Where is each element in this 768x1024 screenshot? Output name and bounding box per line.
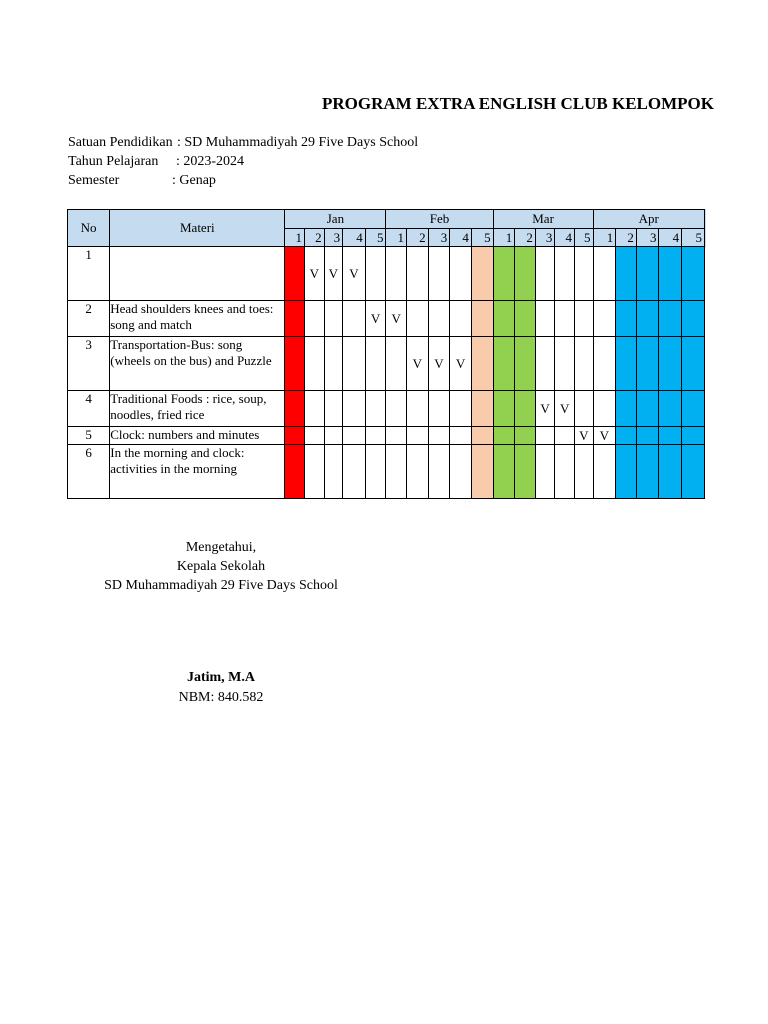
- week-cell: [555, 301, 575, 337]
- week-cell: [574, 391, 593, 427]
- info-label: Satuan Pendidikan: [68, 135, 173, 150]
- header-month-mar: Mar: [493, 210, 593, 229]
- week-cell: [386, 445, 407, 499]
- week-cell: [574, 301, 593, 337]
- week-cell: [285, 247, 305, 301]
- row-number: 5: [68, 427, 110, 445]
- week-header: 1: [593, 229, 616, 247]
- week-cell: [304, 427, 324, 445]
- week-cell: [616, 391, 637, 427]
- week-cell: [616, 445, 637, 499]
- week-cell: [386, 427, 407, 445]
- info-label: Semester: [68, 173, 120, 188]
- week-cell: [636, 391, 659, 427]
- week-header: 4: [659, 229, 682, 247]
- week-cell: [428, 445, 450, 499]
- info-value: : 2023-2024: [176, 154, 245, 169]
- week-cell: [450, 391, 472, 427]
- week-cell: V: [555, 391, 575, 427]
- week-cell: [428, 427, 450, 445]
- week-cell: [304, 445, 324, 499]
- week-cell: [324, 337, 343, 391]
- week-header: 2: [407, 229, 429, 247]
- row-number: 6: [68, 445, 110, 499]
- week-cell: [471, 427, 493, 445]
- info-row-year: [68, 154, 245, 170]
- week-cell: [593, 445, 616, 499]
- week-cell: [285, 301, 305, 337]
- schedule-table: [67, 209, 705, 499]
- week-cell: [682, 427, 705, 445]
- info-value: : SD Muhammadiyah 29 Five Days School: [177, 135, 419, 150]
- week-cell: [593, 391, 616, 427]
- table-row: [68, 301, 705, 337]
- row-number: 2: [68, 301, 110, 337]
- page-title: PROGRAM EXTRA ENGLISH CLUB KELOMPOK: [322, 94, 714, 113]
- week-cell: [555, 445, 575, 499]
- week-cell: [555, 337, 575, 391]
- week-cell: [659, 301, 682, 337]
- week-cell: [471, 337, 493, 391]
- week-header: 1: [386, 229, 407, 247]
- week-cell: [471, 301, 493, 337]
- week-header: 5: [471, 229, 493, 247]
- week-header: 1: [493, 229, 515, 247]
- week-cell: V: [593, 427, 616, 445]
- signature-school: SD Muhammadiyah 29 Five Days School: [104, 578, 338, 593]
- week-header: 3: [535, 229, 555, 247]
- week-cell: V: [574, 427, 593, 445]
- week-cell: [343, 445, 366, 499]
- week-cell: [515, 337, 536, 391]
- info-row-semester: [68, 173, 216, 189]
- week-cell: [304, 337, 324, 391]
- row-materi: In the morning and clock: activities in the morning: [110, 445, 285, 499]
- week-cell: [285, 427, 305, 445]
- week-cell: [493, 337, 515, 391]
- header-month-jan: Jan: [285, 210, 386, 229]
- row-materi: Clock: numbers and minutes: [110, 427, 285, 445]
- week-header: 3: [428, 229, 450, 247]
- week-cell: [636, 427, 659, 445]
- week-header: 2: [515, 229, 536, 247]
- week-cell: [535, 247, 555, 301]
- week-header: 4: [450, 229, 472, 247]
- week-cell: [428, 247, 450, 301]
- header-month-apr: Apr: [593, 210, 704, 229]
- week-header: 3: [324, 229, 343, 247]
- week-cell: [493, 301, 515, 337]
- week-header: 5: [574, 229, 593, 247]
- week-header: 4: [343, 229, 366, 247]
- week-cell: [535, 427, 555, 445]
- signature-role: Kepala Sekolah: [176, 559, 266, 574]
- week-cell: [515, 427, 536, 445]
- week-cell: [365, 337, 386, 391]
- table-row: [68, 445, 705, 499]
- table-row: [68, 247, 705, 301]
- week-cell: [555, 427, 575, 445]
- week-header: 5: [682, 229, 705, 247]
- week-cell: [285, 391, 305, 427]
- week-cell: [493, 445, 515, 499]
- week-cell: [343, 427, 366, 445]
- week-cell: V: [365, 301, 386, 337]
- week-cell: [365, 427, 386, 445]
- row-materi: Transportation-Bus: song (wheels on the bus) and Puzzle: [110, 337, 285, 391]
- week-cell: [555, 247, 575, 301]
- schedule-table-wrapper: [67, 209, 702, 501]
- week-cell: V: [407, 337, 429, 391]
- row-materi: Traditional Foods : rice, soup, noodles, fried rice: [110, 391, 285, 427]
- info-row-school: [68, 135, 419, 151]
- week-cell: [593, 247, 616, 301]
- week-cell: [574, 247, 593, 301]
- week-cell: V: [428, 337, 450, 391]
- signature-nbm: NBM: 840.582: [178, 690, 264, 705]
- week-cell: [285, 337, 305, 391]
- week-cell: [535, 445, 555, 499]
- week-cell: V: [535, 391, 555, 427]
- schedule-body: [68, 247, 705, 499]
- week-cell: V: [450, 337, 472, 391]
- week-cell: [343, 391, 366, 427]
- week-cell: [636, 445, 659, 499]
- week-cell: [407, 247, 429, 301]
- week-cell: [636, 337, 659, 391]
- header-materi: Materi: [110, 210, 285, 247]
- info-value: : Genap: [172, 173, 216, 188]
- week-header: 1: [285, 229, 305, 247]
- week-cell: [386, 337, 407, 391]
- week-cell: [407, 301, 429, 337]
- week-cell: [365, 247, 386, 301]
- week-cell: [493, 391, 515, 427]
- week-cell: [386, 247, 407, 301]
- week-cell: [386, 391, 407, 427]
- week-cell: [365, 445, 386, 499]
- week-cell: [407, 427, 429, 445]
- week-header: 2: [304, 229, 324, 247]
- week-cell: [407, 445, 429, 499]
- week-cell: [471, 247, 493, 301]
- week-cell: [450, 427, 472, 445]
- week-cell: [428, 301, 450, 337]
- info-label: Tahun Pelajaran: [68, 154, 159, 169]
- week-cell: [682, 247, 705, 301]
- week-cell: [407, 391, 429, 427]
- week-cell: [515, 391, 536, 427]
- week-cell: [535, 337, 555, 391]
- week-cell: [515, 445, 536, 499]
- week-cell: [304, 301, 324, 337]
- week-cell: [324, 427, 343, 445]
- week-cell: [324, 301, 343, 337]
- week-cell: [682, 445, 705, 499]
- week-cell: V: [343, 247, 366, 301]
- week-cell: [515, 247, 536, 301]
- row-number: 3: [68, 337, 110, 391]
- table-row: [68, 337, 705, 391]
- week-cell: [450, 445, 472, 499]
- signature-acknowledged: Mengetahui,: [185, 540, 257, 555]
- week-cell: [616, 247, 637, 301]
- signature-name: Jatim, M.A: [186, 670, 256, 685]
- week-cell: [593, 301, 616, 337]
- week-header: 3: [636, 229, 659, 247]
- week-cell: [616, 337, 637, 391]
- week-cell: [659, 337, 682, 391]
- week-cell: [682, 301, 705, 337]
- week-cell: V: [324, 247, 343, 301]
- week-cell: [659, 445, 682, 499]
- row-materi: [110, 247, 285, 301]
- row-number: 4: [68, 391, 110, 427]
- week-cell: [450, 301, 472, 337]
- table-row: [68, 427, 705, 445]
- week-cell: [343, 301, 366, 337]
- week-cell: [682, 337, 705, 391]
- week-cell: [616, 427, 637, 445]
- week-header: 5: [365, 229, 386, 247]
- header-month-feb: Feb: [386, 210, 493, 229]
- week-cell: [471, 391, 493, 427]
- row-materi: Head shoulders knees and toes: song and match: [110, 301, 285, 337]
- week-cell: [343, 337, 366, 391]
- week-cell: [659, 247, 682, 301]
- week-cell: V: [386, 301, 407, 337]
- week-header: 2: [616, 229, 637, 247]
- week-cell: [659, 391, 682, 427]
- row-number: 1: [68, 247, 110, 301]
- week-cell: [659, 427, 682, 445]
- week-cell: [428, 391, 450, 427]
- week-cell: [574, 445, 593, 499]
- week-cell: [450, 247, 472, 301]
- week-cell: [324, 391, 343, 427]
- week-header: 4: [555, 229, 575, 247]
- week-cell: V: [304, 247, 324, 301]
- week-cell: [324, 445, 343, 499]
- week-cell: [574, 337, 593, 391]
- week-cell: [636, 301, 659, 337]
- week-cell: [493, 247, 515, 301]
- week-cell: [535, 301, 555, 337]
- table-row: [68, 391, 705, 427]
- header-no: No: [68, 210, 110, 247]
- week-cell: [471, 445, 493, 499]
- week-cell: [616, 301, 637, 337]
- week-cell: [636, 247, 659, 301]
- week-cell: [593, 337, 616, 391]
- week-cell: [493, 427, 515, 445]
- week-cell: [304, 391, 324, 427]
- week-cell: [682, 391, 705, 427]
- week-cell: [285, 445, 305, 499]
- week-cell: [365, 391, 386, 427]
- week-cell: [515, 301, 536, 337]
